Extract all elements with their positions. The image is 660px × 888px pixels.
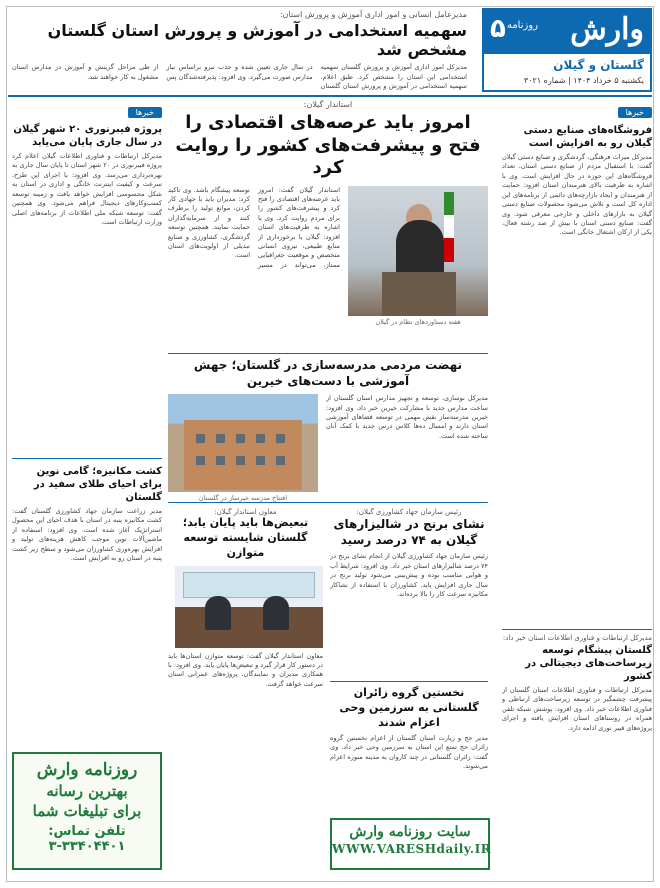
window — [216, 434, 225, 443]
masthead-band — [484, 10, 650, 54]
digital-story — [502, 629, 652, 870]
top-story — [12, 10, 467, 92]
cotton-body: مدیر زراعت سازمان جهاد کشاورزی گلستان گفت: کشت مکانیزه پنبه در استان با هدف احیای این محصول استراتژیک آغاز شده است. وی افزود: استفاده از ماشین‌آلات نوین موجب کاهش هزینه‌های تولید و افزایش بهره‌وری کشاورزان می‌شود و سطح زیر کشت پنبه در استان رو به افزایش است. — [12, 507, 162, 563]
right-column — [502, 100, 652, 870]
cotton-story — [12, 458, 162, 777]
meeting-banner — [183, 572, 315, 598]
meeting-person — [205, 596, 231, 630]
main-story — [168, 100, 488, 336]
news-label: خبرها — [618, 107, 652, 118]
pilgrims-headline[interactable]: نخستین گروه زائران گلستانی به سرزمین وحی اعزام شدند — [339, 686, 479, 730]
fiber-body: مدیرکل ارتباطات و فناوری اطلاعات گیلان اعلام کرد پروژه فیبرنوری در ۲۰ شهر استان تا پایان سال جاری به بهره‌برداری می‌رسد. وی افزود: با اجرای این طرح، سرعت و کیفیت اینترنت خانگی و اداری در استان به شکل محسوسی افزایش خواهد یافت و زمینه توسعه کسب‌وکارهای دیجیتال فراهم می‌شود. وی همچنین گفت: توسعه شبکه ملی اطلاعات از برنامه‌های اصلی وزارت ارتباطات است. — [12, 152, 162, 226]
section-divider — [168, 353, 488, 354]
left-column — [12, 100, 162, 865]
main-body: استاندار گیلان گفت: امروز باید عرصه‌های اقتصادی را فتح کرد و پیشرفت‌های کشور را برای مردم روایت کرد. وی با اشاره به ظرفیت‌های استان افزود: گیلان با برخورداری از منابع طبیعی، نیروی انسانی متخصص و موقعیت جغرافیایی ممتاز، می‌تواند در مسیر توسعه پیشگام باشد. وی تاکید کرد: مدیران باید با جهادی کار کردن، موانع تولید را برطرف کنند و از سرمایه‌گذاران حمایت نمایند. همچنین توسعه گردشگری، کشاورزی و صنایع تبدیلی از اولویت‌های استان است. — [168, 185, 340, 269]
crafts-headline[interactable]: فروشگاه‌های صنایع دستی گیلان رو به افزایش است — [523, 125, 652, 149]
masthead — [482, 8, 652, 92]
rice-body: رئیس سازمان جهاد کشاورزی گیلان از انجام نشای برنج در ۷۴ درصد شالیزارهای استان خبر داد. وی افزود: شرایط آب و هوایی مناسب بوده و پیش‌بینی می‌شود تولید برنج در سال جاری افزایش یابد. کشاورزان با استفاده از نشاکار مکانیزه سرعت کار را بالا برده‌اند. — [330, 552, 488, 599]
page-number: ۵ — [490, 14, 506, 44]
window — [196, 456, 205, 465]
digital-kicker: مدیرکل ارتباطات و فناوری اطلاعات استان خبر داد: — [502, 634, 652, 642]
top-story-headline[interactable]: سهمیه استخدامی در آموزش و پرورش استان گلستان مشخص شد — [47, 21, 467, 60]
digital-body: مدیرکل ارتباطات و فناوری اطلاعات استان گلستان از پیشرفت چشمگیر در توسعه زیرساخت‌های ارتباطی و فناوری اطلاعات خبر داد. وی افزود: پوشش شبکه تلفن همراه در روستاهای استان افزایش یافته و اجرای پروژه‌های فیبر نوری ادامه دارد. — [502, 686, 652, 732]
website-url[interactable]: WWW.VARESHdaily.IR — [332, 842, 492, 856]
school-body: مدیرکل نوسازی، توسعه و تجهیز مدارس استان گلستان از ساخت مدارس جدید با مشارکت خیرین خبر داد. وی افزود: خیرین مدرسه‌ساز نقش مهمی در توسعه فضاهای آموزشی استان دارند و امسال ده‌ها کلاس درس جدید با کمک آنان ساخته شده است. — [326, 394, 488, 440]
flag-shape — [444, 192, 454, 262]
window — [276, 434, 285, 443]
meeting-person — [263, 596, 289, 630]
podium — [382, 272, 456, 316]
rice-kicker: رئیس سازمان جهاد کشاورزی گیلان: — [356, 508, 462, 516]
website-ad[interactable] — [330, 818, 490, 870]
main-content — [168, 186, 488, 336]
section-divider — [8, 95, 652, 97]
top-story-body: مدیرکل امور اداری آموزش و پرورش گلستان سهمیه استخدامی این استان را مشخص کرد. طبق اعلام، سهمیه استخدامی در آموزش و پرورش استان گلستان در سال جاری تعیین شده و جذب نیرو براساس نیاز مدارس صورت می‌گیرد. وی افزود: پذیرفته‌شدگان پس از طی مراحل گزینش و آموزش در مدارس استان مشغول به کار خواهند شد. — [12, 63, 467, 91]
window — [216, 456, 225, 465]
crafts-body: مدیرکل میراث فرهنگی، گردشگری و صنایع دستی گیلان گفت: با استقبال مردم از صنایع دستی استان، تعداد فروشگاه‌های این حوزه در حال افزایش است. وی با اشاره به ظرفیت بالای هنرمندان استان افزود: حمایت از هنرمندان و ایجاد بازارچه‌های دائمی از برنامه‌های این اداره کل است و تلاش می‌شود محصولات صنایع دستی گیلان به بازارهای داخلی و خارجی معرفی شود. وی گفت: صنایع دستی استان با بیش از صد رشته فعال، یکی از ارکان اشتغال خانگی است. — [502, 153, 652, 237]
fiber-headline[interactable]: پروژه فیبرنوری ۲۰ شهر گیلان در سال جاری پایان می‌یابد — [13, 124, 162, 148]
news-label: خبرها — [128, 107, 162, 118]
masthead-date: یکشنبه ۵ خرداد ۱۴۰۴ | شماره ۳۰۲۱ — [523, 76, 644, 85]
school-caption: افتتاح مدرسه خیرساز در گلستان — [198, 494, 288, 503]
masthead-region: گلستان و گیلان — [553, 58, 644, 72]
main-headline[interactable]: امروز باید عرصه‌های اقتصادی را فتح و پیشرفت‌های کشور را روایت کرد — [175, 112, 481, 178]
rice-story — [330, 508, 492, 856]
ad-phone: تلفن تماس: ۳۳۴۰۴۴۰۱-۳ — [48, 824, 126, 854]
vareshad-box[interactable] — [12, 752, 162, 870]
cotton-headline[interactable]: کشت مکانیزه؛ گامی نوین برای احیای طلای سفید در گلستان — [33, 466, 162, 503]
school-photo — [168, 394, 318, 492]
ad-title: روزنامه وارش — [36, 760, 138, 780]
speaker-photo — [348, 186, 488, 316]
gilan-headline[interactable]: تبعیض‌ها باید پایان یابد؛ گلستان شایسته توسعه متوازن — [182, 516, 309, 559]
window — [196, 434, 205, 443]
section-divider — [168, 502, 488, 503]
gilan-story — [168, 508, 323, 852]
school-content — [168, 394, 488, 514]
window — [256, 456, 265, 465]
school-headline[interactable]: نهضت مردمی مدرسه‌سازی در گلستان؛ جهش آموزشی با دست‌های خیرین — [193, 358, 463, 388]
rice-headline[interactable]: نشای برنج در شالیزارهای گیلان به ۷۴ درصد رسید — [333, 517, 485, 548]
gilan-kicker: معاون استاندار گیلان: — [214, 508, 277, 516]
website-ad-title: سایت روزنامه وارش — [349, 824, 471, 840]
ad-tagline: بهترین رسانه — [46, 782, 128, 800]
window — [256, 434, 265, 443]
top-story-kicker: مدیرعامل انسانی و امور اداری آموزش و پرورش استان: — [279, 10, 467, 19]
meeting-photo — [175, 566, 323, 648]
window — [236, 456, 245, 465]
speaker-caption: هفته دستاوردهای نظام در گیلان — [375, 317, 461, 326]
pilgrims-body: مدیر حج و زیارت استان گلستان از اعزام نخستین گروه زائران حج تمتع این استان به سرزمین وحی خبر داد. وی گفت: زائران گلستانی در چند کاروان به مدینه منوره اعزام می‌شوند. — [330, 733, 488, 771]
masthead-prefix: روزنامه — [506, 20, 538, 31]
school-photo-block — [168, 394, 318, 514]
main-photo-block — [348, 186, 488, 336]
school-building — [184, 420, 302, 490]
digital-headline[interactable]: گلستان پیشگام توسعه زیرساخت‌های دیجیتالی در کشور — [525, 645, 652, 682]
masthead-logo: وارش — [570, 12, 644, 47]
gilan-body: معاون استاندار گیلان گفت: توسعه متوازن استان‌ها باید در دستور کار قرار گیرد و تبعیض‌ها پایان یابد. وی افزود: با همکاری مدیران و نمایندگان، پروژه‌های عمرانی استان سرعت خواهد گرفت. — [168, 651, 323, 688]
main-kicker: استاندار گیلان: — [303, 100, 353, 109]
window — [276, 456, 285, 465]
window — [236, 434, 245, 443]
school-story — [168, 358, 488, 514]
ad-tagline-2: برای تبلیغات شما — [32, 802, 142, 820]
